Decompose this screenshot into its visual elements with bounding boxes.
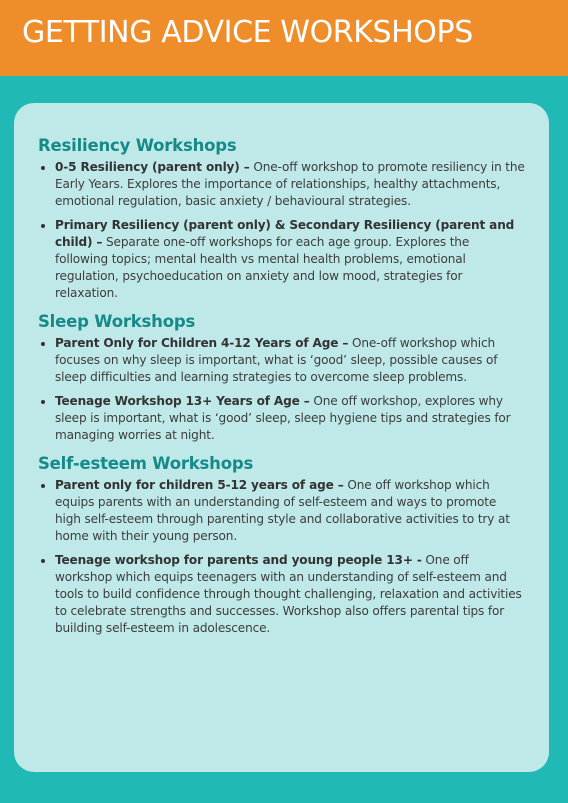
item-lead: Teenage workshop for parents and young people 13+ - bbox=[55, 553, 422, 567]
page-header bbox=[0, 0, 568, 76]
item-text: One-off workshop which focuses on why sleep is important, what is ‘good’ sleep, possible causes of sleep difficulties and learning strategies to overcome sleep problems. bbox=[55, 336, 498, 384]
item-lead: Primary Resiliency (parent only) & Secondary Resiliency (parent and child) – bbox=[55, 218, 515, 249]
list-item bbox=[38, 393, 525, 444]
item-lead: Parent Only for Children 4-12 Years of Age – bbox=[55, 336, 349, 350]
item-lead: 0-5 Resiliency (parent only) – bbox=[55, 160, 250, 174]
item-text: Separate one-off workshops for each age group. Explores the following topics; mental health vs mental health problems, emotional regulation, psychoeducation on anxiety and low mood, strategies for relaxation. bbox=[55, 235, 470, 300]
item-text: One off workshop which equips parents with an understanding of self-esteem and ways to promote high self-esteem through parenting style and collaborative activities to try at home with their young person. bbox=[55, 478, 510, 543]
section-self-esteem-workshops bbox=[38, 454, 525, 637]
section-title: Resiliency Workshops bbox=[38, 136, 237, 155]
bullet-list bbox=[38, 477, 525, 637]
section-title: Self-esteem Workshops bbox=[38, 454, 254, 473]
item-lead: Teenage Workshop 13+ Years of Age – bbox=[55, 394, 310, 408]
list-item bbox=[38, 335, 525, 386]
item-text: One-off workshop to promote resiliency in the Early Years. Explores the importance of relationships, healthy attachments, emotional regulation, basic anxiety / behavioural strategies. bbox=[55, 160, 525, 208]
bullet-list bbox=[38, 335, 525, 444]
bullet-list bbox=[38, 159, 525, 302]
section-title: Sleep Workshops bbox=[38, 312, 196, 331]
section-resiliency-workshops bbox=[38, 136, 525, 302]
item-text: One off workshop which equips teenagers with an understanding of self-esteem and tools to build confidence through thought challenging, relaxation and activities to celebrate strengths and successes. Workshop also offers parental tips for building self-esteem in adolescence. bbox=[55, 553, 522, 635]
item-text: One off workshop, explores why sleep is important, what is ‘good’ sleep, sleep hygiene tips and strategies for managing worries at night. bbox=[55, 394, 511, 442]
item-lead: Parent only for children 5-12 years of age – bbox=[55, 478, 344, 492]
page-title: GETTING ADVICE WORKSHOPS bbox=[22, 15, 473, 50]
list-item bbox=[38, 159, 525, 210]
list-item bbox=[38, 552, 525, 637]
list-item bbox=[38, 217, 525, 302]
content-panel bbox=[14, 103, 549, 772]
list-item bbox=[38, 477, 525, 545]
section-sleep-workshops bbox=[38, 312, 525, 444]
